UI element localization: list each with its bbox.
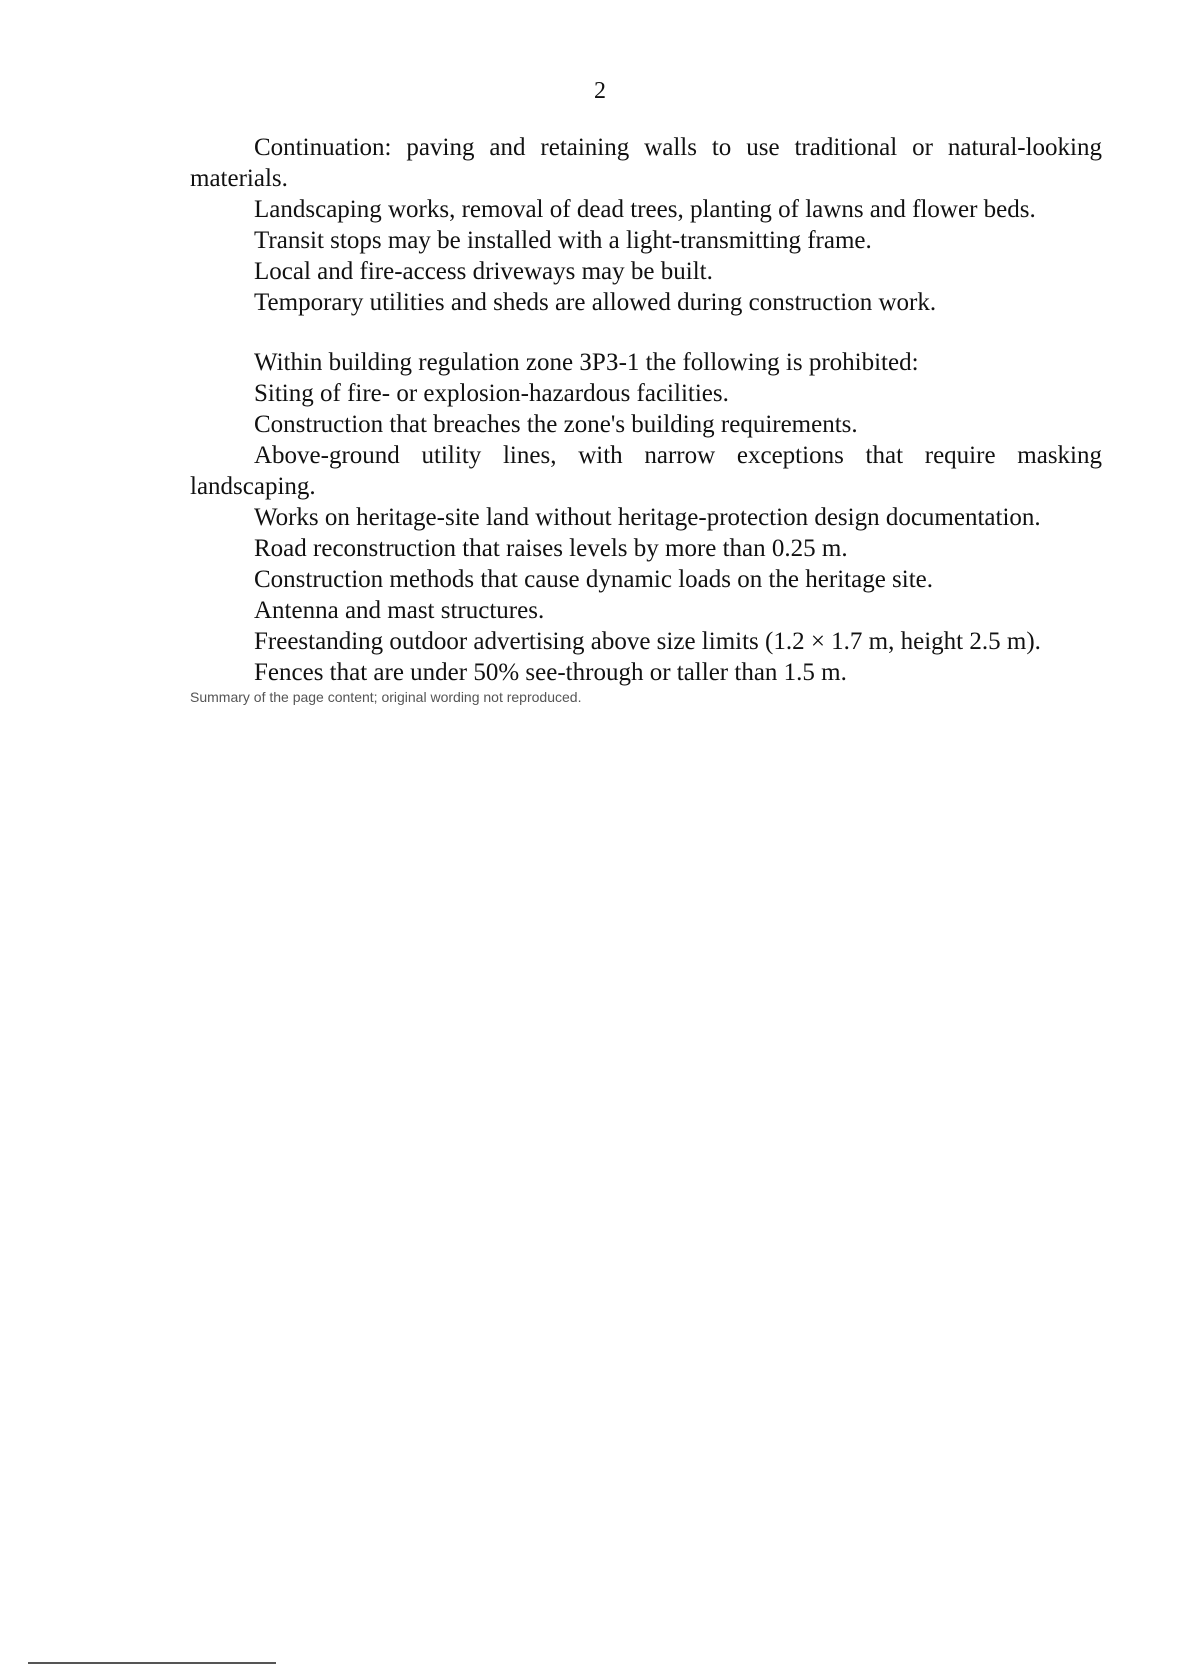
document-body xyxy=(190,132,1102,706)
summary-notice: Summary of the page content; original wording not reproduced. xyxy=(190,689,582,705)
prohibitions-lead: Within building regulation zone ЗРЗ-1 the following is prohibited: xyxy=(254,349,919,376)
permitted-item: Continuation: paving and retaining walls to use traditional or natural-looking materials. xyxy=(190,134,1102,192)
prohibited-item: Siting of fire- or explosion-hazardous facilities. xyxy=(254,380,729,407)
permitted-item: Transit stops may be installed with a light-transmitting frame. xyxy=(254,227,872,254)
prohibited-item: Works on heritage-site land without heritage-protection design documentation. xyxy=(254,504,1041,531)
prohibited-item: Fences that are under 50% see-through or taller than 1.5 m. xyxy=(254,659,847,686)
prohibited-item: Freestanding outdoor advertising above size limits (1.2 × 1.7 m, height 2.5 m). xyxy=(254,628,1041,655)
prohibited-item: Construction methods that cause dynamic loads on the heritage site. xyxy=(254,566,934,593)
prohibited-item: Road reconstruction that raises levels by more than 0.25 m. xyxy=(254,535,848,562)
prohibited-item: Construction that breaches the zone's building requirements. xyxy=(254,411,858,438)
prohibited-item: Above-ground utility lines, with narrow exceptions that require masking landscaping. xyxy=(190,442,1102,500)
prohibited-item: Antenna and mast structures. xyxy=(254,597,545,624)
permitted-item: Local and fire-access driveways may be built. xyxy=(254,258,713,285)
permitted-item: Temporary utilities and sheds are allowed during construction work. xyxy=(254,289,937,316)
footnote-separator xyxy=(28,1662,276,1664)
page-number: 2 xyxy=(594,78,606,104)
permitted-item: Landscaping works, removal of dead trees, planting of lawns and flower beds. xyxy=(254,196,1036,223)
